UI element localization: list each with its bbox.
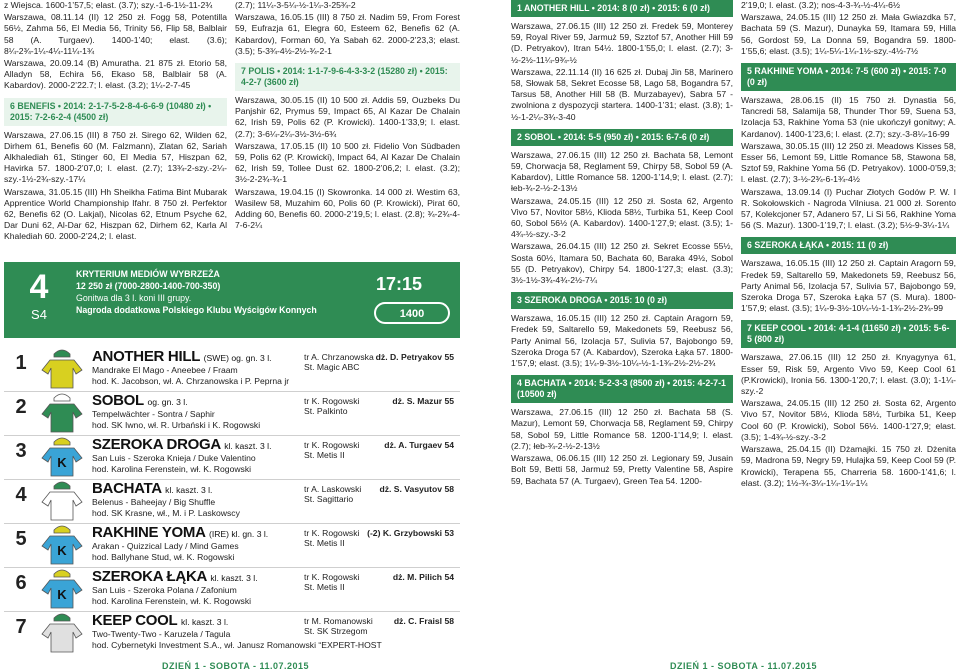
horse-stable: St. SK Strzegom [304, 626, 368, 636]
jockey-silks-icon [40, 524, 84, 566]
horse-name-text: ANOTHER HILL [92, 348, 200, 365]
jockey-silks-icon [40, 436, 84, 478]
horse-name-text: BACHATA [92, 480, 162, 497]
form-entry: Warszawa, 27.06.15 (III) 8 750 zł. Sirego 62, Wilden 62, Dirhem 61, Benefis 60 (M. Falzmann), Zlatan 62, Sariah Alkhalediah 61, Stinger 60, El Media 57, Hiszpan 62, Havirka 57. 1800-2’07,0; l. elast. (2.7); 13¾-2-szy.-2¼-szy.-1½-2¾-szy.-17¼ [4, 129, 227, 185]
horse-weight: 55 [444, 396, 454, 406]
horse-name [92, 348, 272, 365]
horse-jockey [392, 396, 454, 406]
horse-name-text: KEEP COOL [92, 612, 178, 629]
horse-details: og. gn. 3 l. [147, 397, 188, 407]
horse-entry [4, 348, 460, 392]
horse-pedigree: Tempelwächter - Sontra / Saphir [92, 409, 215, 419]
form-entry: Warszawa, 27.06.15 (III) 12 250 zł. Knyagynya 61, Esser 59, Risk 59, Argento Vivo 59, Keep Cool 61 (P.Krowicki), Ironia 56. 1300-1’20,7; l. elast. (3.0); 1-1¼-szy.-2 [741, 352, 956, 397]
form-entry: Warszawa, 27.06.15 (III) 12 250 zł. Bachata 58, Lemont 59, Chorwacja 58, Reglament 59, Chirpy 58, Sobol 59 (A. Kabardov), Little Romance 58. 1200-1’14,9; l. elast. (2.7); łeb-¾-2-½-2-13½ [511, 149, 733, 194]
column-2 [235, 0, 460, 232]
horse-trainer: tr K. Rogowski [304, 440, 360, 450]
race-distance: 1400 [399, 308, 425, 320]
horse-name [92, 436, 271, 453]
race-title: KRYTERIUM MEDIÓW WYBRZEŻA [76, 269, 220, 279]
form-entry: Warszawa, 06.06.15 (III) 12 250 zł. Legionary 59, Jusain Bolt 59, Betti 58, Jarmuż 59, Pretty Valentine 58, Aspire 59, Bachata 57 (A. Turgaev), Green Tea 54. 1200- [511, 453, 733, 486]
horse-stable: St. Metis II [304, 538, 345, 548]
horse-owner: hod. K. Jacobson, wł. A. Chrzanowska i P. Peprna jr [92, 376, 290, 386]
form-entry: 2’19,0; l. elast. (3.2); nos-4-3-¾-½-4¼-6½ [741, 0, 901, 10]
form-entry: Warszawa, 20.09.14 (B) Amuratha. 21 875 zł. Etorio 58, Alladyn 58, Echira 56, Ekaso 58, Balblair 58 (A. Kabardov). 2000-2’22.7; l. elast. (3.2); 1¼-2-7-45 [4, 58, 227, 91]
form-entry: Warszawa, 28.06.15 (II) 15 750 zł. Dynastia 56, Tancredi 58, Salamija 58, Thunder Thor 59, Suena 53, Izolacja 53, Rakhine Yoma 53 (nie ukończył gonitwy; A. Kardanov). 1400-1’23,6; l. elast. (2.7); szy.-3-8¼-16-99 [741, 95, 956, 139]
horse-pedigree: San Luis - Szeroka Polana / Zafonium [92, 585, 237, 595]
silk-letter: K [57, 543, 67, 558]
horse-form-header: 7 KEEP COOL • 2014: 4-1-4 (11650 zł) • 2015: 5-6-5 (800 zł) [741, 320, 956, 348]
form-entry: Warszawa, 25.04.15 (II) Dżamajki. 15 750 zł. Dżenita 59, Madrona 59, Negry 59, Hulajka 59, Keep Cool 59 (P. Krowicki), Terapena 55, Charreria 58. 1600-1’41,6; l. elast. (3.2); 1½-¾-3¼-1¼-1¼-1¼ [741, 444, 956, 488]
race-number [12, 268, 66, 332]
horse-entry [4, 392, 460, 436]
column-3 [511, 0, 733, 488]
horse-owner: hod. Ballyhane Stud, wł. K. Rogowski [92, 552, 235, 562]
jockey-silks-icon [40, 348, 84, 390]
column-1 [4, 0, 227, 244]
jockey-silks-icon [40, 392, 84, 434]
horse-details: kl. kaszt. 3 l. [224, 441, 272, 451]
horse-form-header: 3 SZEROKA DROGA • 2015: 10 (0 zł) [511, 292, 733, 309]
form-entry: Warszawa, 31.05.15 (III) Hh Sheikha Fatima Bint Mubarak Apprentice World Championship Ifahr. 8 750 zł. Perfektor 62, Benefis 62 (O. Lakjal), Nicolas 62, Etnum Psyche 62, Dar Duni 62, Al-Dar 62, Hiszpan 62, Dirhem 62, Karla Al Khalediah 60. 2000-2’24,2; l. elast. [4, 186, 227, 242]
form-entry: Warszawa, 22.11.14 (II) 16 625 zł. Dubaj Jin 58, Marinero 58, Słowak 58, Sekret Ecosse 58, Lago 58, Bogandra 57, Tarsus 58, Another Hill 58 (B. Murzabayev), Sabra 57 - zwolniona z dyspozycji startera. 1400-1’31; elast. (3.8); 1-½-1-2¼-3¾-3-40 [511, 66, 733, 122]
horse-pedigree: Mandrake El Mago - Aneebee / Fraam [92, 365, 238, 375]
form-entry: Warszawa, 24.05.15 (III) 12 250 zł. Mała Gwiazdka 57, Bachata 59 (S. Mazur), Dunayka 59, Itamara 59, Hilla 56, Gordost 59, La Donna 59, Bogandra 59. 1800-1’55,6; elast. (3.5); 1¼-5¼-1¼-1½-szy.-4½-7½ [741, 12, 956, 56]
form-entry: Warszawa, 24.05.15 (III) 12 250 zł. Sosta 62, Argento Vivo 57, Novitor 58½, Klioda 58½, Turbika 51, Keep Cool 60 (P. Krowicki), Sobol 56½. 1400-1’27,9; elast. (3.5); 1-4¾-½-szy.-3-2 [741, 398, 956, 442]
horse-owner: hod. Karolina Ferenstein, wł. K. Rogowski [92, 464, 252, 474]
horse-entry [4, 480, 460, 524]
jockey-name: (-2) K. Grzybowski [367, 528, 443, 538]
jockey-name: dż. M. Pilich [392, 572, 443, 582]
horse-weight: 58 [444, 484, 454, 494]
horse-owner: hod. SK Iwno, wł. R. Urbański i K. Rogowski [92, 420, 261, 430]
form-entry: Warszawa, 19.04.15 (I) Skowronka. 14 000 zł. Westim 63, Wasilew 58, Muzahim 60, Polis 60 (P. Krowicki), Pirat 60, Adding 60, Benefis 60. 2000-2’19,5; l. elast. (2.8); ¾-2¾-4-7-6-2¼ [235, 186, 460, 231]
horse-pedigree: San Luis - Szeroka Knieja / Duke Valentino [92, 453, 256, 463]
horse-details: (IRE) kl. gn. 3 l. [208, 529, 269, 539]
form-entry: Warszawa, 13.09.14 (I) Puchar Złotych Godów P. W. I R. Sokołowskich - Nagroda Vilniusa. 21 000 zł. Sorento 57, Kolekcjoner 57, Adanero 57, Li Si 56, Rakhine Yoma 56 (S. Mazur). 1300-1’19,7; l. elast. (3.2); 5½-9-3¼-1¼ [741, 186, 956, 231]
horse-number: 6 [15, 572, 27, 594]
horse-form-header: 1 ANOTHER HILL • 2014: 8 (0 zł) • 2015: 6 (0 zł) [511, 0, 733, 17]
race-number-value: 4 [29, 268, 49, 306]
horse-stable: St. Sagittario [304, 494, 354, 504]
horse-form-header: 6 BENEFIS • 2014: 2-1-7-5-2-8-4-6-6-9 (10480 zł) • 2015: 7-2-6-2-4 (4500 zł) [4, 98, 227, 126]
horse-trainer: tr K. Rogowski [304, 572, 360, 582]
horse-stable: St. Palkinto [304, 406, 348, 416]
horse-number: 3 [15, 440, 27, 462]
form-entry: Warszawa, 30.05.15 (III) 12 250 zł. Meadows Kisses 58, Esser 56, Lemont 59, Little Romance 58, Stawona 58, Sztof 59, Rakhine Yoma 56 (D. Petryakov). 1000-0’59,3; l. elast. (2.7); 3-½-2¾-6-1¾-4½ [741, 140, 956, 185]
form-entry: Warszawa, 16.05.15 (III) 12 250 zł. Captain Aragorn 59, Fredek 59, Saltarello 59, Makedonets 59, Reebusz 56, Party Animal 56, Izolacja 57, Sulivia 57, Bajobongo 59, Szeroka Droga 57, Szeroka Łąka 57 (S. Mura). 1800-1’57,9; elast. (3.5); 1¼-9-3½-10¼-½-1-1¾-2½-2¾-99 [741, 258, 956, 314]
column-4 [741, 0, 956, 490]
horse-number: 4 [15, 484, 27, 506]
form-entry: Warszawa, 27.06.15 (III) 12 250 zł. Fredek 59, Monterey 59, Royal River 59, Jarmuż 59, Szztof 57, Another Hill 59 (D. Petryakov), Itran 54½. 1800-1’55,0; l. elast. (2.7); 3-½-2½-11¼-9¾-½ [511, 21, 733, 65]
horse-weight: 54 [444, 440, 454, 450]
form-entry: (2.7); 11¼-3-5¼-½-1¼-3-25¾-2 [235, 0, 356, 10]
form-entry: Warszawa, 16.05.15 (III) 12 250 zł. Captain Aragorn 59, Fredek 59, Saltarello 59, Makedonets 59, Reebusz 56, Party Animal 56, Izolacja 57, Sulivia 57, Bajobongo 59, Szeroka Droga 57 (A. Kabardov), Szeroka Łąka 57. 1800-1’57,9; elast. (3.5); 1¼-9-3½-10¼-½-1-1¾-2½-2½-2¾ [511, 313, 733, 369]
silk-letter: K [57, 587, 67, 602]
horse-pedigree: Belenus - Baheejay / Big Shuffle [92, 497, 216, 507]
horse-name [92, 568, 258, 585]
horse-number: 2 [15, 396, 27, 418]
race-time: 17:15 [376, 274, 423, 294]
horse-jockey [393, 572, 454, 582]
jockey-name: dż. S. Vasyutov [379, 484, 443, 494]
jockey-name: dż. C. Fraisl [393, 616, 443, 626]
horse-name [92, 612, 228, 629]
horse-stable: St. Metis II [304, 582, 345, 592]
silk-letter: K [57, 455, 67, 470]
horse-stable: St. Magic ABC [304, 362, 360, 372]
horse-form-header: 4 BACHATA • 2014: 5-2-3-3 (8500 zł) • 2015: 4-2-7-1 (10500 zł) [511, 375, 733, 403]
horse-details: kl. kaszt. 3 l. [180, 617, 229, 627]
horse-pedigree: Arakan - Quizzical Lady / Mind Games [92, 541, 239, 551]
horse-name-text: SOBOL [92, 392, 144, 409]
race-sponsor: Nagroda dodatkowa Polskiego Klubu Wyścigów Konnych [76, 305, 317, 315]
footer-left: DZIEŃ 1 - SOBOTA - 11.07.2015 [162, 661, 310, 671]
jockey-name: dż. S. Mazur [392, 396, 443, 406]
jockey-silks-icon [40, 612, 84, 654]
horse-name-text: RAKHINE YOMA [92, 524, 206, 541]
race-info [76, 268, 356, 316]
horse-entry [4, 612, 460, 656]
horse-owner: hod. Karolina Ferenstein, wł. K. Rogowski [92, 596, 252, 606]
horse-entry [4, 568, 460, 612]
horse-jockey [384, 440, 454, 450]
horse-name-text: SZEROKA DROGA [92, 436, 221, 453]
horse-weight: 55 [444, 352, 454, 362]
horse-name [92, 392, 188, 409]
form-entry: z Wiejsca. 1600-1’57,5; elast. (3.7); szy.-1-6-1½-11-2¾ [4, 0, 213, 10]
horse-pedigree: Two-Twenty-Two - Karuzela / Tagula [92, 629, 231, 639]
horse-jockey [394, 616, 454, 626]
horse-stable: St. Metis II [304, 450, 345, 460]
form-entry: Warszawa, 24.05.15 (III) 12 250 zł. Sosta 62, Argento Vivo 57, Novitor 58½, Klioda 58½, Turbika 51, Keep Cool 60, Sobol 56½ (A. Kabardov). 1400-1’27,9; elast. (3.5); 1-4¾-½-szy.-3-2 [511, 195, 733, 240]
horse-name [92, 524, 268, 541]
race-conditions: Gonitwa dla 3 l. koni III grupy. [76, 293, 192, 303]
horse-weight: 54 [444, 572, 454, 582]
footer-right: DZIEŃ 1 - SOBOTA - 11.07.2015 [670, 661, 818, 671]
horse-weight: 58 [444, 616, 454, 626]
horse-number: 1 [15, 352, 27, 374]
horse-jockey [379, 484, 454, 494]
form-entry: Warszawa, 26.04.15 (III) 12 250 zł. Sekret Ecosse 55½, Sosta 60½, Itamara 50, Bachata 60, Baraka 49½, Sobol 55 (D. Petryakov), Chirpy 54. 1800-1’27,3; elast. (3.3); 3½-1½-3¾-4¾-2½-7¼ [511, 241, 733, 286]
horse-name-text: SZEROKA ŁĄKA [92, 568, 207, 585]
form-entry: Warszawa, 27.06.15 (III) 12 250 zł. Bachata 58 (S. Mazur), Lemont 59, Chorwacja 58, Reglament 59, Chirpy 58, Sobol 59, Little Romance 58. 1200-1’14,9; l. elast. (2.7); łeb-¾-2-½-2-13½ [511, 407, 733, 451]
form-entry: Warszawa, 17.05.15 (II) 10 500 zł. Fidelio Von Südbaden 59, Polis 62 (P. Krowicki), Impact 64, Al Kazar De Chalain 62, Irish 59, Tollee Dust 62. 1800-2’06,2; l. elast. (3.2); 3½-2-2¾-¾-1 [235, 140, 460, 185]
horse-trainer: tr K. Rogowski [304, 396, 360, 406]
horse-name [92, 480, 212, 497]
jockey-name: dż. D. Petryakov [375, 352, 443, 362]
race-code: S4 [31, 307, 47, 322]
horse-details: kl. kaszt. 3 l. [165, 485, 213, 495]
horse-form-header: 2 SOBOL • 2014: 5-5 (950 zł) • 2015: 6-7-6 (0 zł) [511, 129, 733, 146]
form-entry: Warszawa, 30.05.15 (II) 10 500 zł. Addis 59, Ouzbeks Du Panjshir 62, Prymus 59, Impact 65, Al Kazar De Chalain 62, Irish 59, Polis 62 (P. Krowicki). 1400-1’33,9; l. elast. (2.7); 3-6¼-2¼-3½-3½-6¾ [235, 95, 460, 139]
horse-jockey [376, 352, 454, 362]
distance-icon [374, 302, 450, 324]
horse-owner: hod. Cybernetyki Investment S.A., wł. Janusz Romanowski “EXPERT-HOST [92, 640, 382, 650]
horse-number: 5 [15, 528, 27, 550]
form-entry: Warszawa, 08.11.14 (II) 12 250 zł. Fogg 58, Potentilla 56½, Zahma 56, El Media 56, Trinity 56, Flip 58, Balblair 58 (A. Turgaev). 1400-1’40; elast. (3.6); 8¼-2¾-1¼-4¼-11¼-1¾ [4, 12, 227, 56]
horse-form-header: 5 RAKHINE YOMA • 2014: 7-5 (600 zł) • 2015: 7-0 (0 zł) [741, 63, 956, 91]
horse-form-header: 6 SZEROKA ŁĄKA • 2015: 11 (0 zł) [741, 237, 956, 254]
horse-details: kl. kaszt. 3 l. [210, 573, 258, 583]
horse-form-header: 7 POLIS • 2014: 1-1-7-9-6-4-3-3-2 (15280 zł) • 2015: 4-2-7 (3600 zł) [235, 63, 460, 91]
horse-weight: 53 [444, 528, 454, 538]
horse-trainer: tr A. Laskowski [304, 484, 362, 494]
horse-trainer: tr K. Rogowski [304, 528, 360, 538]
race-prize: 12 250 zł (7000-2800-1400-700-350) [76, 281, 221, 291]
horse-owner: hod. SK Krasne, wł., M. i P. Laskowscy [92, 508, 240, 518]
jockey-name: dż. A. Turgaev [384, 440, 443, 450]
horse-number: 7 [15, 616, 27, 638]
jockey-silks-icon [40, 480, 84, 522]
horse-entry [4, 436, 460, 480]
horse-trainer: tr A. Chrzanowska [304, 352, 374, 362]
form-entry: Warszawa, 16.05.15 (III) 8 750 zł. Nadim 59, From Forest 59, Eufrazja 61, Elegra 60, Esteem 62, Benefis 62 (A. Kabardov), Forman 60, Ya Sabah 62. 2000-2’23,3; elast. (3.5); 5-3¾-4½-2½-¾-2-1 [235, 12, 460, 56]
horse-details: (SWE) og. gn. 3 l. [203, 353, 272, 363]
horse-entry [4, 524, 460, 568]
jockey-silks-icon [40, 568, 84, 610]
horse-trainer: tr M. Romanowski [304, 616, 373, 626]
horse-jockey [367, 528, 454, 538]
race-banner [4, 262, 460, 338]
